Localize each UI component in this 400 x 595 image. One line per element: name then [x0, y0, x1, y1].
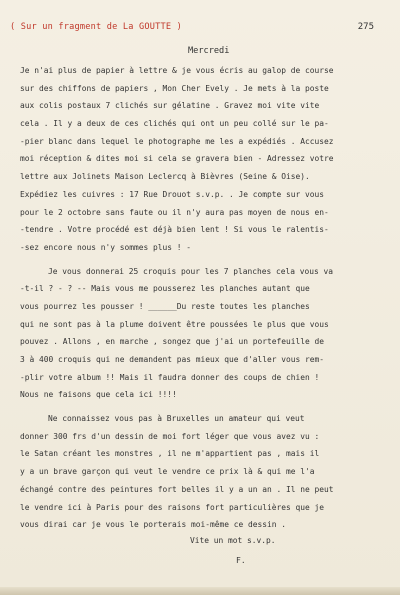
text-line: aux colis postaux 7 clichés sur gélatine . Gravez moi vite vite — [20, 101, 320, 111]
text-line: sur des chiffons de papiers , Mon Cher Evely . Je mets à la poste — [20, 83, 329, 93]
text-line: pouvez . Allons , en marche , songez que j'ai un portefeuille de — [20, 337, 325, 347]
text-line: Je vous donnerai 25 croquis pour les 7 planches cela vous va — [48, 266, 334, 276]
closing-line: Vite un mot s.v.p. — [190, 536, 276, 545]
text-line: le Satan créant les monstres , il ne m'appartient pas , mais il — [20, 449, 320, 459]
text-line: -sez encore nous n'y sommes plus ! - — [20, 242, 192, 252]
text-line: 3 à 400 croquis qui ne demandent pas mieux que d'aller vous rem- — [20, 355, 325, 364]
text-line: donner 300 frs d'un dessin de moi fort léger que vous avez vu : — [20, 431, 320, 441]
page-bottom-edge — [0, 587, 400, 595]
text-line: Ne connaissez vous pas à Bruxelles un amateur qui veut — [48, 414, 305, 424]
letter-body — [20, 62, 380, 534]
text-line: Nous ne faisons que cela ici !!!! — [20, 390, 177, 400]
text-line: lettre aux Jolinets Maison Leclercq à Bièvres (Seine & Oise). — [20, 172, 310, 182]
letter-date: Mercredi — [188, 46, 230, 56]
text-line: échangé contre des peintures fort belles il y a un an . Il ne peut — [20, 484, 334, 494]
text-line: -plir votre album !! Mais il faudra donner des coups de chien ! — [20, 372, 320, 382]
paragraph-2 — [20, 263, 380, 405]
paragraph-1 — [20, 62, 380, 257]
text-line: -tendre . Votre procédé est déjà bien lent ! Si vous le ralentis- — [20, 225, 329, 235]
text-line: Je n'ai plus de papier à lettre & je vous écris au galop de course — [20, 66, 334, 75]
text-line: qui ne sont pas à la plume doivent être poussées le plus que vous — [20, 319, 329, 329]
text-line: -pier blanc dans lequel le photographe me les a expédiés . Accusez — [20, 136, 334, 146]
header-note: ( Sur un fragment de La GOUTTE ) — [10, 22, 182, 32]
text-line: moi réception & dites moi si cela se gravera bien - Adressez votre — [20, 154, 334, 164]
text-line: vous pourrez les pousser ! ______Du reste toutes les planches — [20, 301, 310, 311]
paragraph-3 — [20, 410, 380, 534]
text-line: cela . Il y a deux de ces clichés qui ont un peu collé sur le pa- — [20, 119, 329, 129]
page-number: 275 — [357, 22, 374, 32]
text-line: y a un brave garçon qui veut le vendre ce prix là & qui me l'a — [20, 467, 315, 477]
text-line: vous dirai car je vous le porterais moi-même ce dessin . — [20, 520, 287, 530]
signature: F. — [236, 556, 246, 565]
text-line: -t-il ? - ? -- Mais vous me pousserez les planches autant que — [20, 284, 310, 294]
text-line: Expédiez les cuivres : 17 Rue Drouot s.v.p. . Je compte sur vous — [20, 189, 325, 199]
text-line: pour le 2 octobre sans faute ou il n'y aura pas moyen de nous en- — [20, 207, 329, 217]
text-line: le vendre ici à Paris pour des raisons fort particulières que je — [20, 502, 325, 512]
